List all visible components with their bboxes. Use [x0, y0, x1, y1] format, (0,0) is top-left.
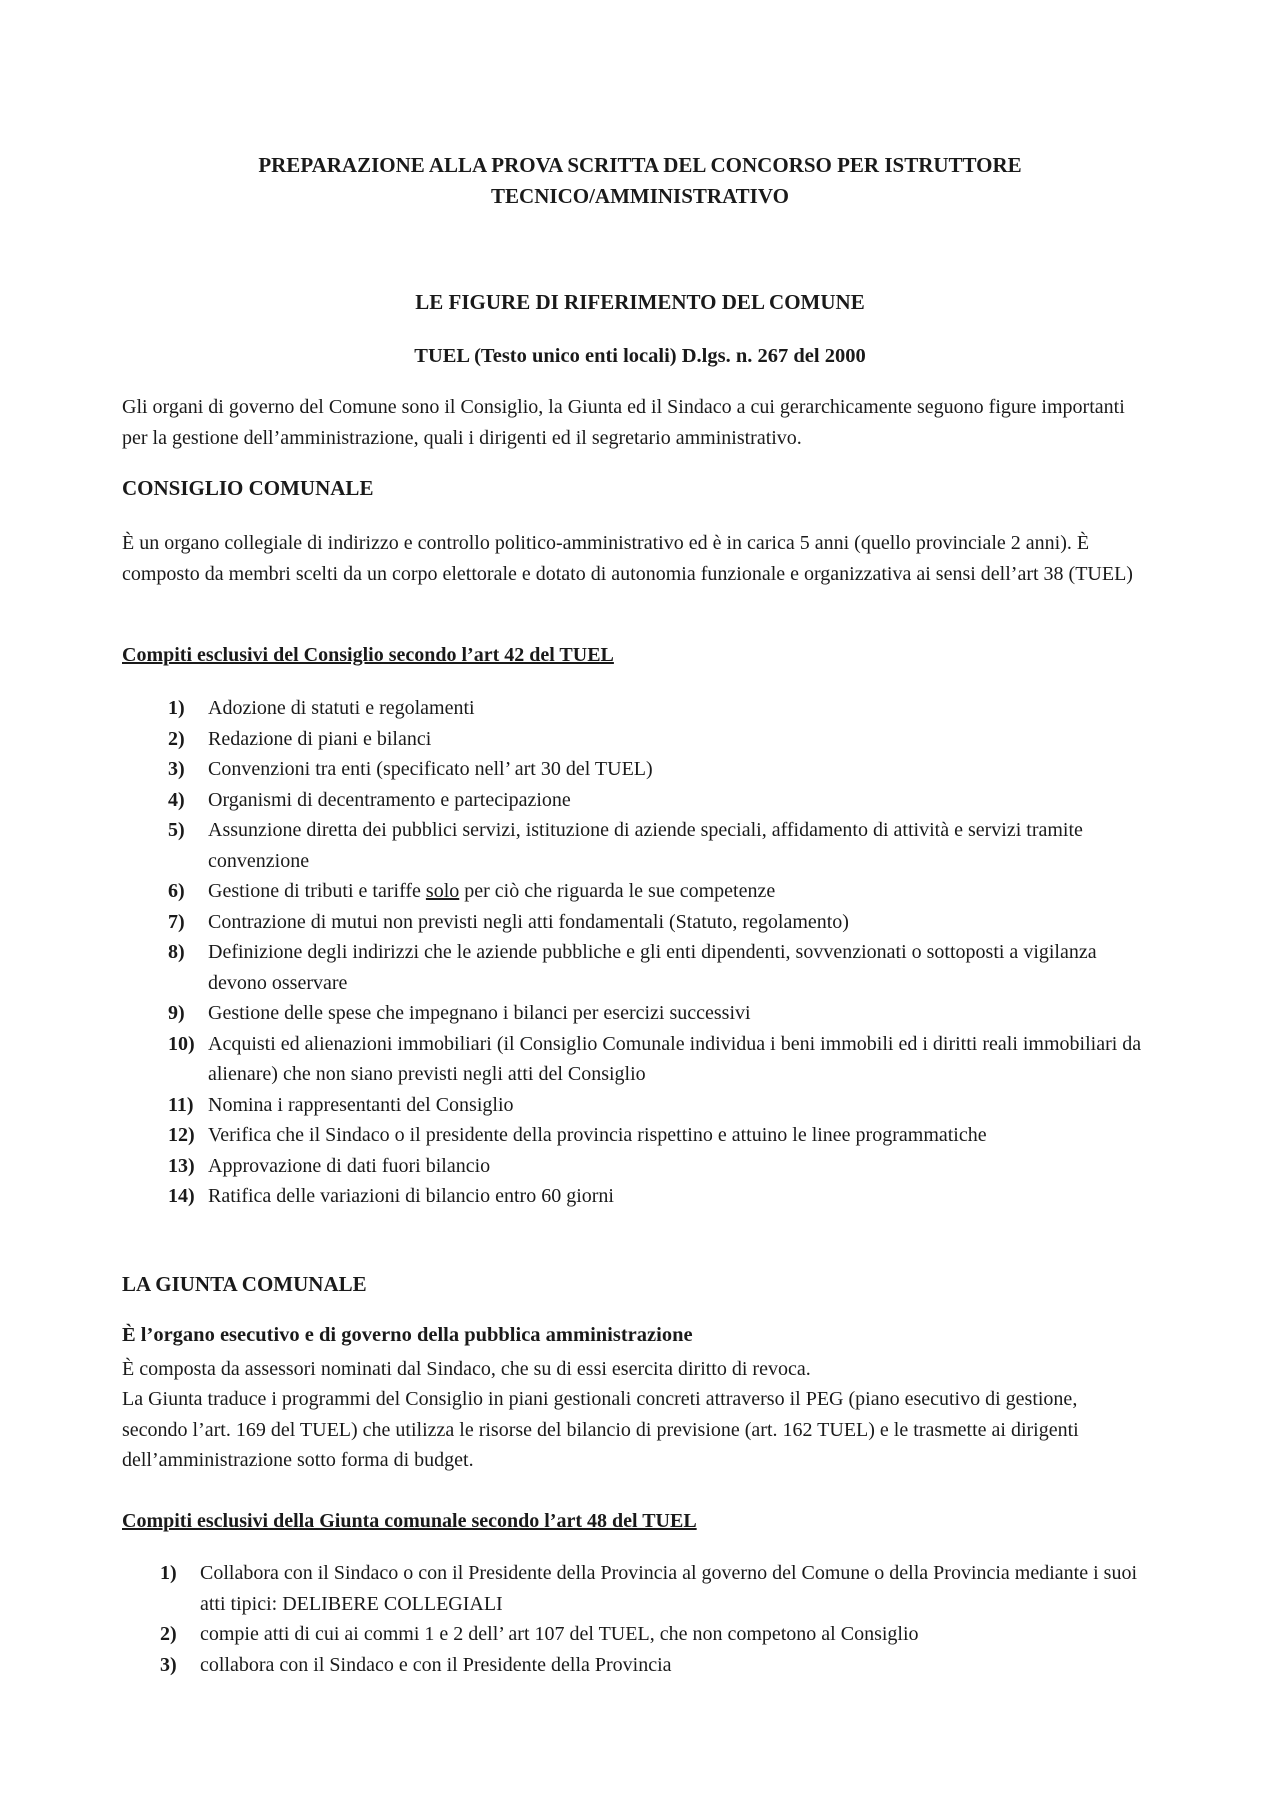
list-item-number: 4)	[168, 788, 185, 811]
list-item-text: Collabora con il Sindaco o con il Presidente della Provincia al governo del Comune o della Provincia mediante i suoi atti tipici: DELIBERE COLLEGIALI	[200, 1562, 1138, 1615]
list-item	[168, 998, 1143, 1029]
list-item	[160, 1619, 1150, 1650]
list-item-number: 14)	[168, 1185, 195, 1207]
list-item	[168, 785, 1143, 816]
giunta-subheading: È l’organo esecutivo e di governo della pubblica amministrazione	[122, 1324, 693, 1346]
list-item	[160, 1650, 1150, 1681]
list-item-number: 8)	[168, 941, 185, 963]
list-item	[168, 1120, 1143, 1151]
list-item	[168, 1151, 1143, 1182]
list-item-number: 2)	[160, 1623, 177, 1645]
list-item-text: Contrazione di mutui non previsti negli atti fondamentali (Statuto, regolamento)	[208, 910, 849, 933]
list-item-number: 2)	[168, 727, 185, 750]
list-item-text: Definizione degli indirizzi che le aziende pubbliche e gli enti dipendenti, sovvenzionati o sottoposti a vigilanza devono osservare	[208, 941, 1097, 994]
document-title-line1: PREPARAZIONE ALLA PROVA SCRITTA DEL CONCORSO PER ISTRUTTORE	[258, 153, 1022, 177]
list-item	[168, 1181, 1143, 1212]
list-item	[168, 693, 1143, 724]
heading-giunta: LA GIUNTA COMUNALE	[122, 1272, 367, 1296]
list-item-text: Adozione di statuti e regolamenti	[208, 697, 475, 719]
heading-consiglio: CONSIGLIO COMUNALE	[122, 476, 374, 500]
list-item	[168, 1029, 1143, 1090]
giunta-line2: La Giunta traduce i programmi del Consiglio in piani gestionali concreti attraverso il PEG (piano esecutivo di gestione, secondo l’art. 169 del TUEL) che utilizza le risorse del bilancio di previsione (art. 162 TUEL) e le trasmette ai dirigenti dell’amministrazione sotto forma di budget.	[122, 1388, 1079, 1471]
list-item	[168, 754, 1143, 785]
consiglio-tasks-heading: Compiti esclusivi del Consiglio secondo l’art 42 del TUEL	[122, 644, 614, 666]
list-item-text-after: per ciò che riguarda le sue competenze	[459, 880, 776, 902]
list-item-number: 13)	[168, 1154, 195, 1177]
list-item	[168, 724, 1143, 755]
document-title-line2: TECNICO/AMMINISTRATIVO	[491, 184, 789, 208]
list-item-number: 1)	[160, 1562, 177, 1584]
list-item	[168, 937, 1143, 998]
list-item-number: 10)	[168, 1032, 195, 1055]
consiglio-tasks-list	[168, 693, 1143, 1212]
list-item-text: Organismi di decentramento e partecipazione	[208, 788, 571, 811]
list-item-number: 3)	[168, 758, 185, 780]
list-item-text: Nomina i rappresentanti del Consiglio	[208, 1093, 514, 1116]
list-item-text: Convenzioni tra enti (specificato nell’ art 30 del TUEL)	[208, 758, 653, 780]
list-item-number: 11)	[168, 1093, 194, 1116]
list-item-number: 1)	[168, 697, 185, 719]
list-item-text: Verifica che il Sindaco o il presidente della provincia rispettino e attuino le linee programmatiche	[208, 1124, 987, 1146]
giunta-line1: È composta da assessori nominati dal Sindaco, che su di essi esercita diritto di revoca.	[122, 1358, 811, 1380]
list-item-number: 7)	[168, 910, 185, 933]
list-item-text-underlined: solo	[425, 880, 460, 902]
list-item-text: Ratifica delle variazioni di bilancio entro 60 giorni	[208, 1185, 614, 1207]
list-item-number: 12)	[168, 1124, 195, 1146]
list-item-text: collabora con il Sindaco e con il Presidente della Provincia	[200, 1653, 672, 1676]
list-item-text: Gestione delle spese che impegnano i bilanci per esercizi successivi	[208, 1002, 751, 1024]
list-item-number: 3)	[160, 1653, 177, 1676]
giunta-tasks-list	[160, 1558, 1150, 1680]
list-item	[168, 1090, 1143, 1121]
list-item-text-before: Gestione di tributi e tariffe	[208, 880, 426, 902]
list-item-text: Assunzione diretta dei pubblici servizi, istituzione di aziende speciali, affidamento di attività e servizi tramite convenzione	[208, 819, 1083, 872]
list-item-text: Approvazione di dati fuori bilancio	[208, 1154, 491, 1177]
consiglio-description: È un organo collegiale di indirizzo e controllo politico-amministrativo ed è in carica 5 anni (quello provinciale 2 anni). È composto da membri scelti da un corpo elettorale e dotato di autonomia funzionale e organizzativa ai sensi dell’art 38 (TUEL)	[122, 532, 1133, 585]
intro-paragraph: Gli organi di governo del Comune sono il Consiglio, la Giunta ed il Sindaco a cui gerarchicamente seguono figure importanti per la gestione dell’amministrazione, quali i dirigenti ed il segretario amministrativo.	[122, 396, 1125, 449]
section-subheading-tuel: TUEL (Testo unico enti locali) D.lgs. n. 267 del 2000	[414, 345, 866, 367]
list-item-number: 6)	[168, 880, 185, 902]
list-item	[168, 907, 1143, 938]
list-item-number: 9)	[168, 1002, 185, 1024]
list-item	[160, 1558, 1150, 1619]
list-item	[168, 815, 1143, 876]
giunta-tasks-heading: Compiti esclusivi della Giunta comunale secondo l’art 48 del TUEL	[122, 1510, 697, 1532]
list-item-text: Redazione di piani e bilanci	[208, 727, 432, 750]
list-item-text: compie atti di cui ai commi 1 e 2 dell’ art 107 del TUEL, che non competono al Consiglio	[200, 1623, 919, 1645]
list-item	[168, 876, 1143, 907]
list-item-number: 5)	[168, 819, 185, 841]
list-item-text: Acquisti ed alienazioni immobiliari (il Consiglio Comunale individua i beni immobili ed i diritti reali immobiliari da alienare) che non siano previsti negli atti del Consiglio	[208, 1032, 1142, 1085]
section-heading-figure: LE FIGURE DI RIFERIMENTO DEL COMUNE	[415, 290, 865, 314]
